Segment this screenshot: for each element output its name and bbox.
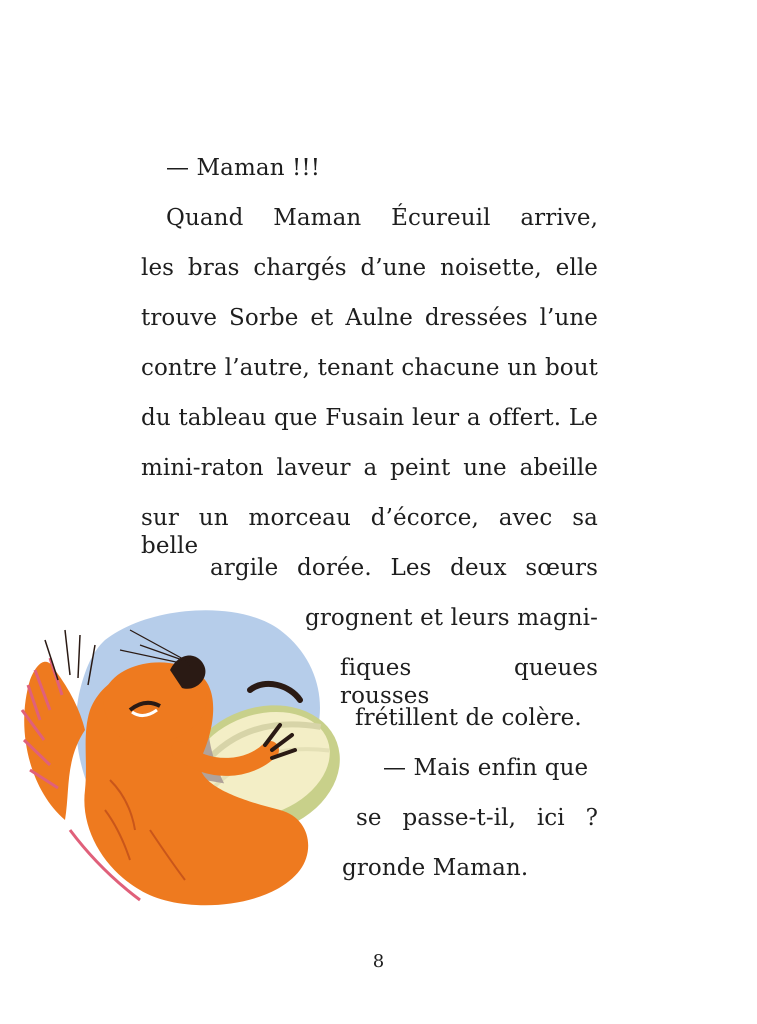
text-line-12: frétillent de colère. [355,705,582,731]
page-number: 8 [372,951,385,972]
text-line-14: se passe-t-il, ici ? [356,805,598,831]
text-line-11: fiques queues rousses [340,655,598,709]
text-line-4: trouve Sorbe et Aulne dressées l’une [141,305,598,331]
text-line-6: du tableau que Fusain leur a offert. Le [141,405,598,431]
text-line-2: Quand Maman Écureuil arrive, [166,205,598,231]
text-line-7: mini-raton laveur a peint une abeille [141,455,598,481]
text-line-9: argile dorée. Les deux sœurs [210,555,598,581]
squirrel-illustration [10,600,360,930]
text-line-5: contre l’autre, tenant chacune un bout [141,355,598,381]
text-line-10: grognent et leurs magni- [305,605,598,631]
squirrel-tail [24,662,85,820]
text-line-13: — Mais enfin que [383,755,589,781]
text-line-15: gronde Maman. [342,855,529,881]
text-line-8: sur un morceau d’écorce, avec sa belle [141,505,598,559]
text-line-1: — Maman !!! [166,155,321,181]
text-line-3: les bras chargés d’une noisette, elle [141,255,598,281]
